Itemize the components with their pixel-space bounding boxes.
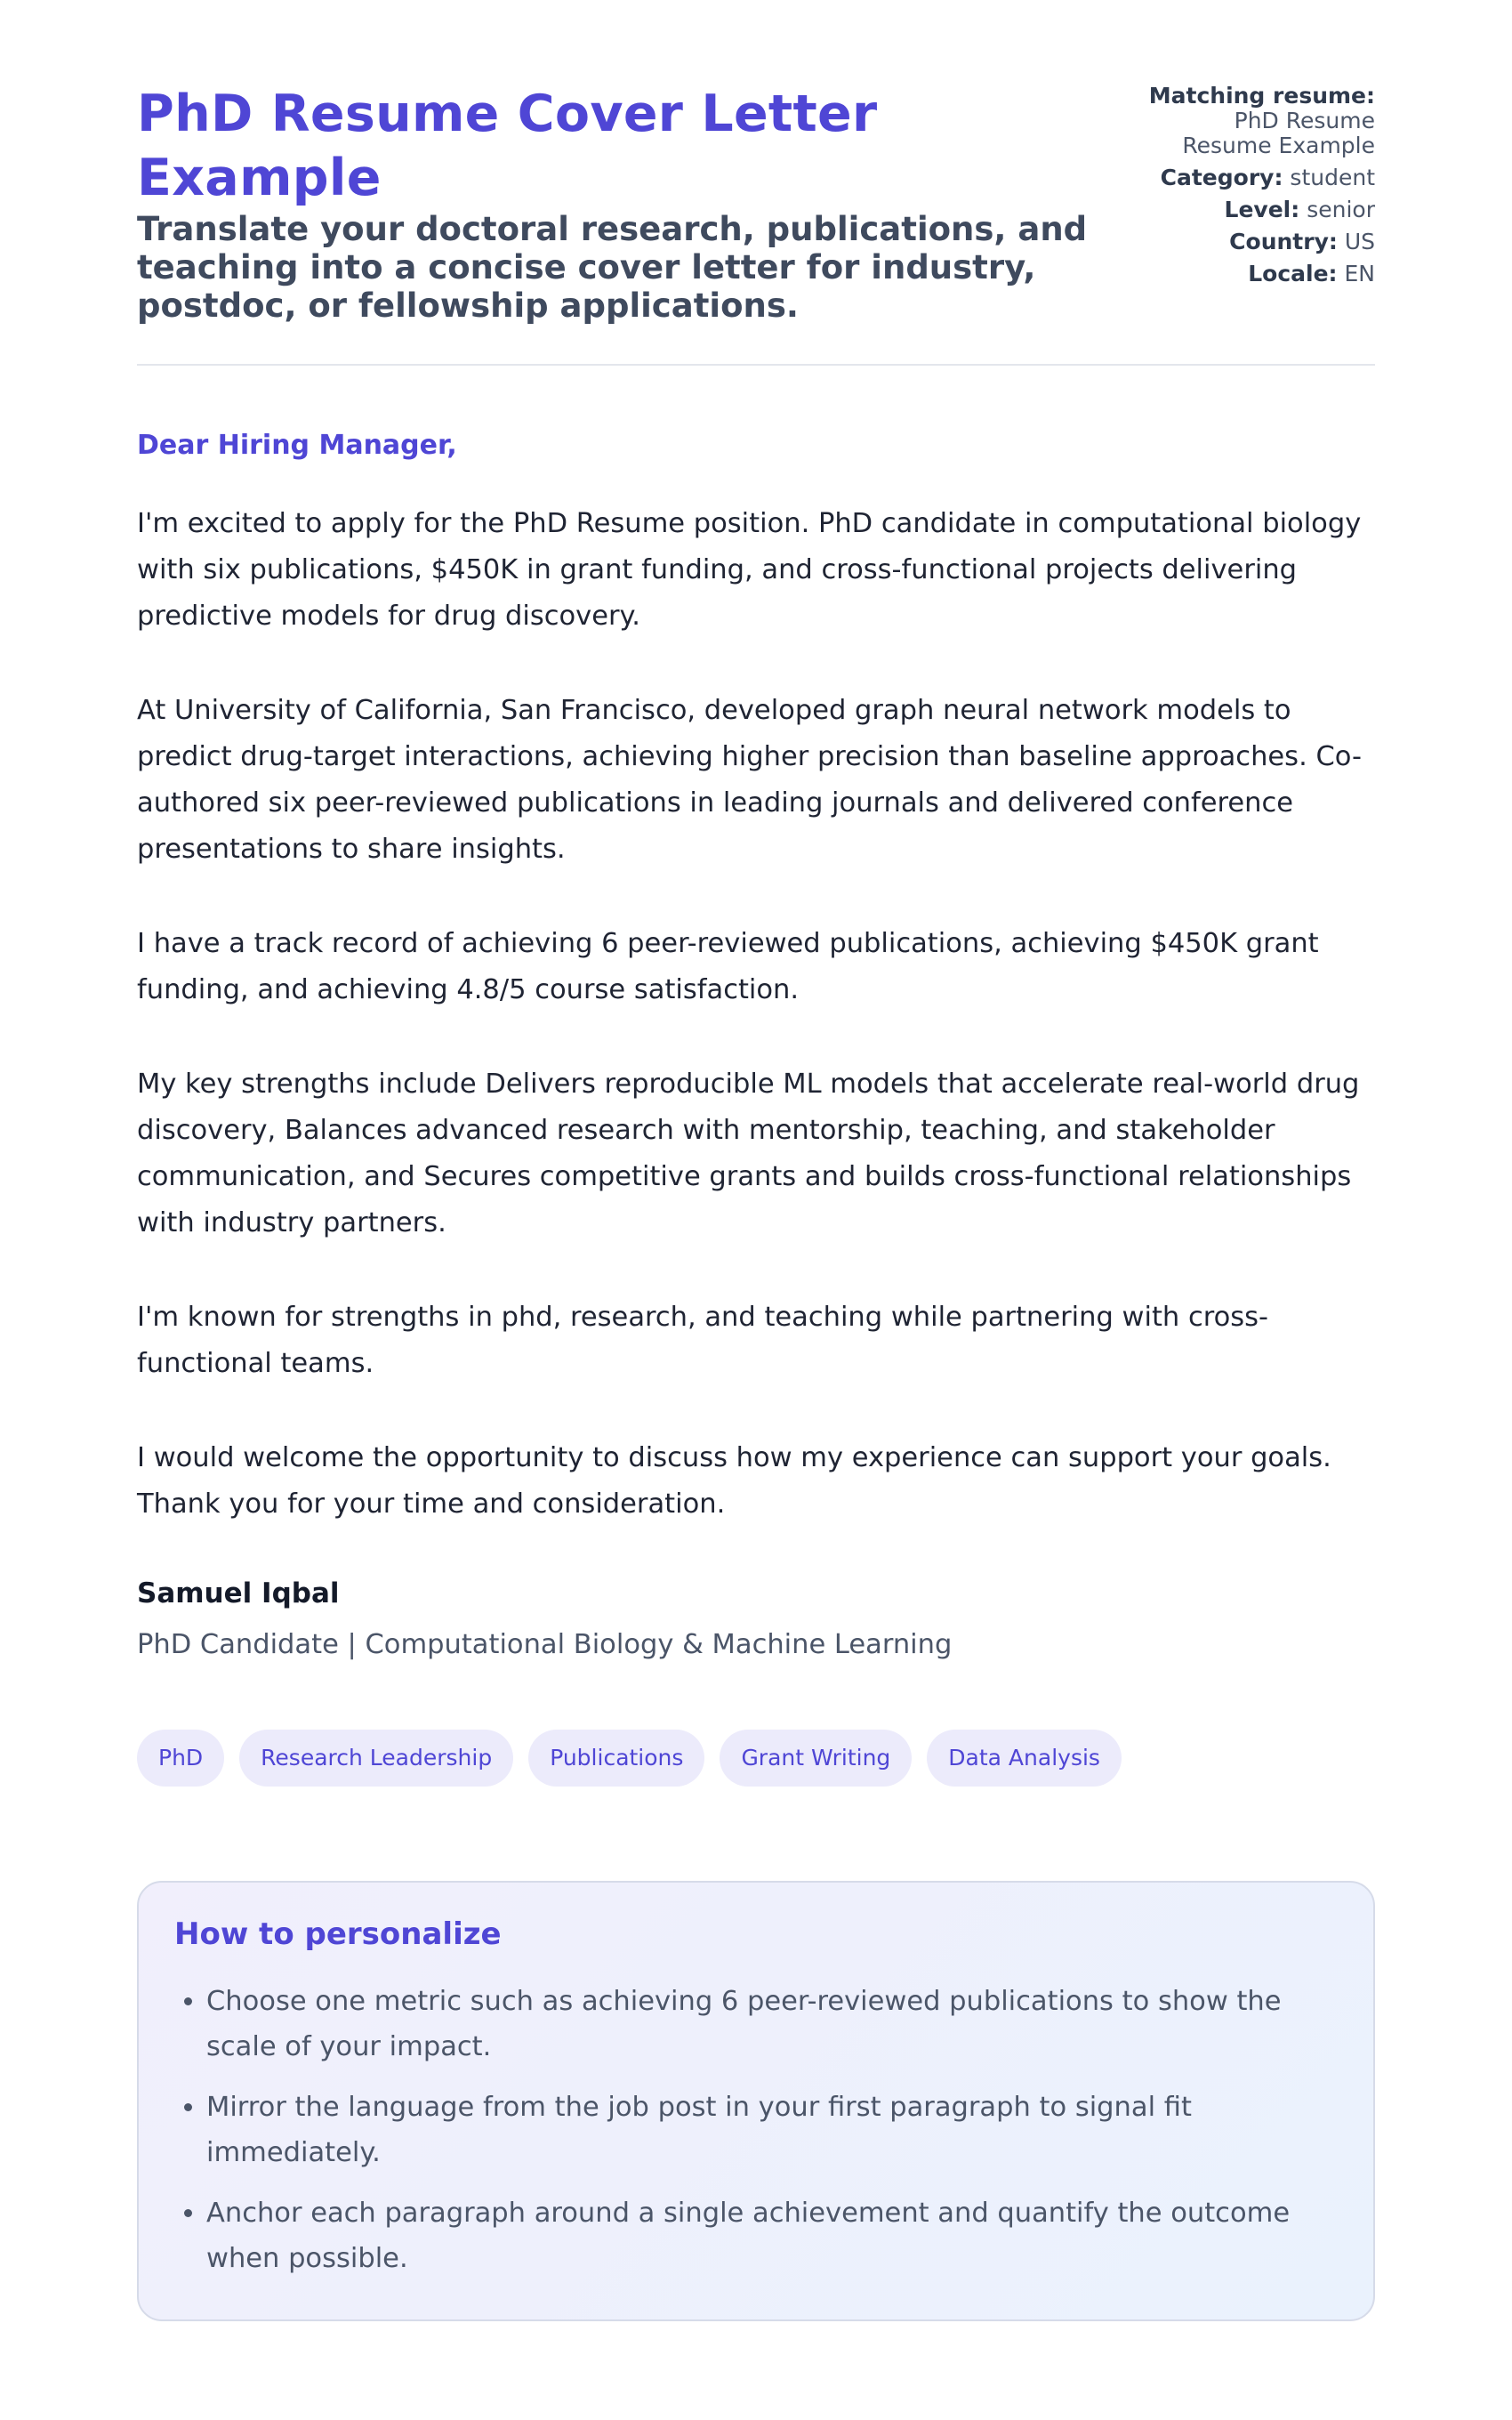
meta-category-label: Category: xyxy=(1160,165,1283,190)
skill-tag[interactable]: PhD xyxy=(137,1730,224,1787)
title-block xyxy=(137,82,1115,325)
meta-locale-label: Locale: xyxy=(1248,261,1338,286)
resume-meta xyxy=(1115,82,1375,294)
meta-level-label: Level: xyxy=(1224,197,1300,222)
signature-block xyxy=(137,1576,1375,1663)
tip-item: • Anchor each paragraph around a single achievement and quantify the outcome when possible. xyxy=(206,2190,1338,2281)
meta-matching-resume xyxy=(1115,84,1375,158)
signature-title: PhD Candidate | Computational Biology & Machine Learning xyxy=(137,1629,953,1660)
meta-locale xyxy=(1115,262,1375,286)
meta-country-label: Country: xyxy=(1229,229,1338,254)
personalize-tips-card xyxy=(137,1881,1375,2321)
header-divider xyxy=(137,364,1375,366)
meta-matching-value-line1[interactable]: PhD Resume xyxy=(1234,108,1375,133)
meta-category xyxy=(1115,165,1375,190)
salutation: Dear Hiring Manager, xyxy=(137,430,457,461)
letter-paragraph: I'm known for strengths in phd, research, and teaching while partnering with cross-functional teams. xyxy=(137,1302,1269,1379)
tip-item: • Choose one metric such as achieving 6 peer-reviewed publications to show the scale of your impact. xyxy=(206,1979,1338,2069)
meta-level xyxy=(1115,198,1375,222)
tips-list xyxy=(174,1979,1338,2281)
letter-paragraph: At University of California, San Francisco, developed graph neural network models to predict drug-target interactions, achieving higher precision than baseline approaches. Co-authored six peer-reviewed publications in leading journals and delivered conference presentations to share insights. xyxy=(137,695,1362,865)
letter-body xyxy=(137,501,1375,1528)
meta-country xyxy=(1115,230,1375,254)
skill-tag[interactable]: Data Analysis xyxy=(927,1730,1122,1787)
page-title: PhD Resume Cover Letter Example xyxy=(137,85,878,207)
letter-paragraph: My key strengths include Delivers reproducible ML models that accelerate real-world drug discovery, Balances advanced research with mentorship, teaching, and stakeholder communication, and Secures competitive grants and builds cross-functional relationships with industry partners. xyxy=(137,1069,1360,1238)
meta-locale-value: EN xyxy=(1344,261,1375,286)
tip-item: • Mirror the language from the job post in your first paragraph to signal fit immediately. xyxy=(206,2085,1338,2175)
signature-name: Samuel Iqbal xyxy=(137,1577,340,1609)
page-header xyxy=(137,82,1375,325)
meta-category-value: student xyxy=(1290,165,1375,190)
skill-tag[interactable]: Grant Writing xyxy=(720,1730,912,1787)
meta-matching-value-line2[interactable]: Resume Example xyxy=(1182,133,1375,158)
meta-matching-label: Matching resume: xyxy=(1148,83,1375,109)
tips-title: How to personalize xyxy=(174,1916,502,1952)
skill-tag[interactable]: Research Leadership xyxy=(239,1730,513,1787)
letter-paragraph: I'm excited to apply for the PhD Resume position. PhD candidate in computational biology with six publications, $450K in grant funding, and cross-functional projects delivering predictive models for drug discovery. xyxy=(137,508,1362,632)
skill-tags xyxy=(137,1730,1375,1787)
skill-tag[interactable]: Publications xyxy=(528,1730,704,1787)
letter-paragraph: I would welcome the opportunity to discuss how my experience can support your goals. Thank you for your time and consideration. xyxy=(137,1442,1331,1520)
letter-paragraph: I have a track record of achieving 6 peer-reviewed publications, achieving $450K grant funding, and achieving 4.8/5 course satisfaction. xyxy=(137,928,1319,1005)
meta-level-value: senior xyxy=(1307,197,1375,222)
meta-country-value: US xyxy=(1344,229,1375,254)
page-subtitle: Translate your doctoral research, publications, and teaching into a concise cover letter for industry, postdoc, or fellowship applications. xyxy=(137,210,1088,325)
